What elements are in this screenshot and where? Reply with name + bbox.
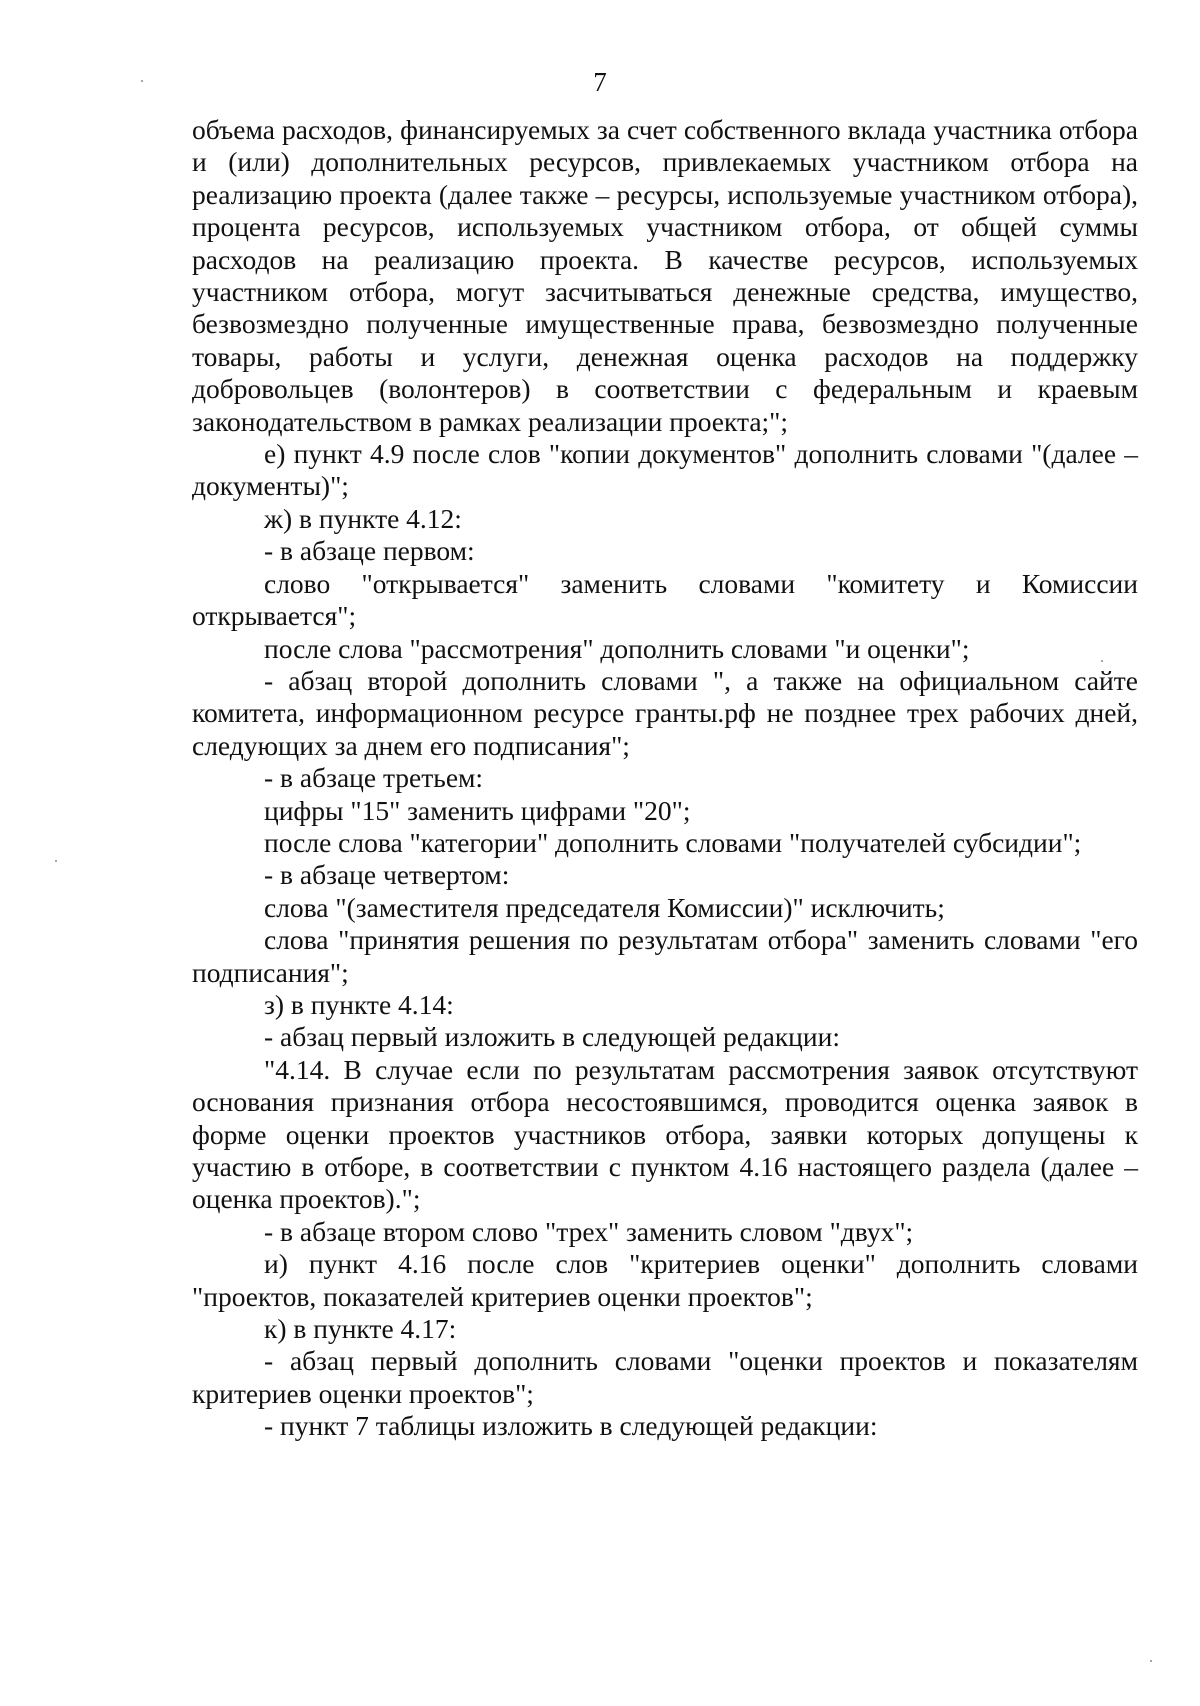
scan-speck	[1150, 1660, 1152, 1662]
paragraph: е) пункт 4.9 после слов "копии документов" дополнить словами "(далее – документы)";	[192, 438, 1138, 502]
paragraph: "4.14. В случае если по результатам рассмотрения заявок отсутствуют основания признания отбора несостоявшимся, проводится оценка заявок в форме оценки проектов участников отбора, заявки которых допущены к участию в отборе, в соответствии с пунктом 4.16 настоящего раздела (далее – оценка проектов).";	[192, 1053, 1138, 1215]
paragraph: - в абзаце первом:	[264, 535, 475, 567]
scan-speck	[55, 860, 57, 862]
paragraph: объема расходов, финансируемых за счет собственного вклада участника отбора и (или) дополнительных ресурсов, привлекаемых участником отбора на реализацию проекта (далее также – ресурсы, используемые участником отбора), процента ресурсов, используемых участником отбора, от общей суммы расходов на реализацию проекта. В качестве ресурсов, используемых участником отбора, могут засчитываться денежные средства, имущество, безвозмездно полученные имущественные права, безвозмездно полученные товары, работы и услуги, денежная оценка расходов на поддержку добровольцев (волонтеров) в соответствии с федеральным и краевым законодательством в рамках реализации проекта;";	[192, 114, 1138, 437]
paragraph: к) в пункте 4.17:	[264, 1313, 457, 1345]
paragraph: - абзац первый дополнить словами "оценки проектов и показателям критериев оценки проектов";	[192, 1345, 1138, 1409]
paragraph: после слова "категории" дополнить словами "получателей субсидии";	[264, 826, 1082, 858]
paragraph: - в абзаце четвертом:	[264, 859, 510, 891]
paragraph: - пункт 7 таблицы изложить в следующей редакции:	[264, 1410, 878, 1442]
paragraph: слово "открывается" заменить словами "комитету и Комиссии открывается";	[192, 567, 1138, 632]
paragraph: слова "принятия решения по результатам отбора" заменить словами "его подписания";	[192, 924, 1138, 988]
paragraph: - абзац первый изложить в следующей редакции:	[264, 1021, 840, 1053]
paragraph: слова "(заместителя председателя Комиссии)" исключить;	[264, 891, 945, 923]
paragraph: ж) в пункте 4.12:	[264, 502, 462, 534]
paragraph: - в абзаце третьем:	[264, 762, 484, 794]
paragraph: и) пункт 4.16 после слов "критериев оценки" дополнить словами "проектов, показателей критериев оценки проектов";	[192, 1248, 1138, 1312]
paragraph: после слова "рассмотрения" дополнить словами "и оценки";	[264, 632, 970, 664]
page-number: 7	[593, 67, 607, 97]
paragraph: з) в пункте 4.14:	[264, 988, 454, 1020]
paragraph: цифры "15" заменить цифрами "20";	[264, 794, 691, 826]
paragraph: - абзац второй дополнить словами ", а также на официальном сайте комитета, информационном ресурсе гранты.рф не позднее трех рабочих дней, следующих за днем его подписания";	[192, 664, 1138, 761]
document-body	[192, 114, 1138, 1443]
paragraph: - в абзаце втором слово "трех" заменить словом "двух";	[264, 1215, 914, 1247]
